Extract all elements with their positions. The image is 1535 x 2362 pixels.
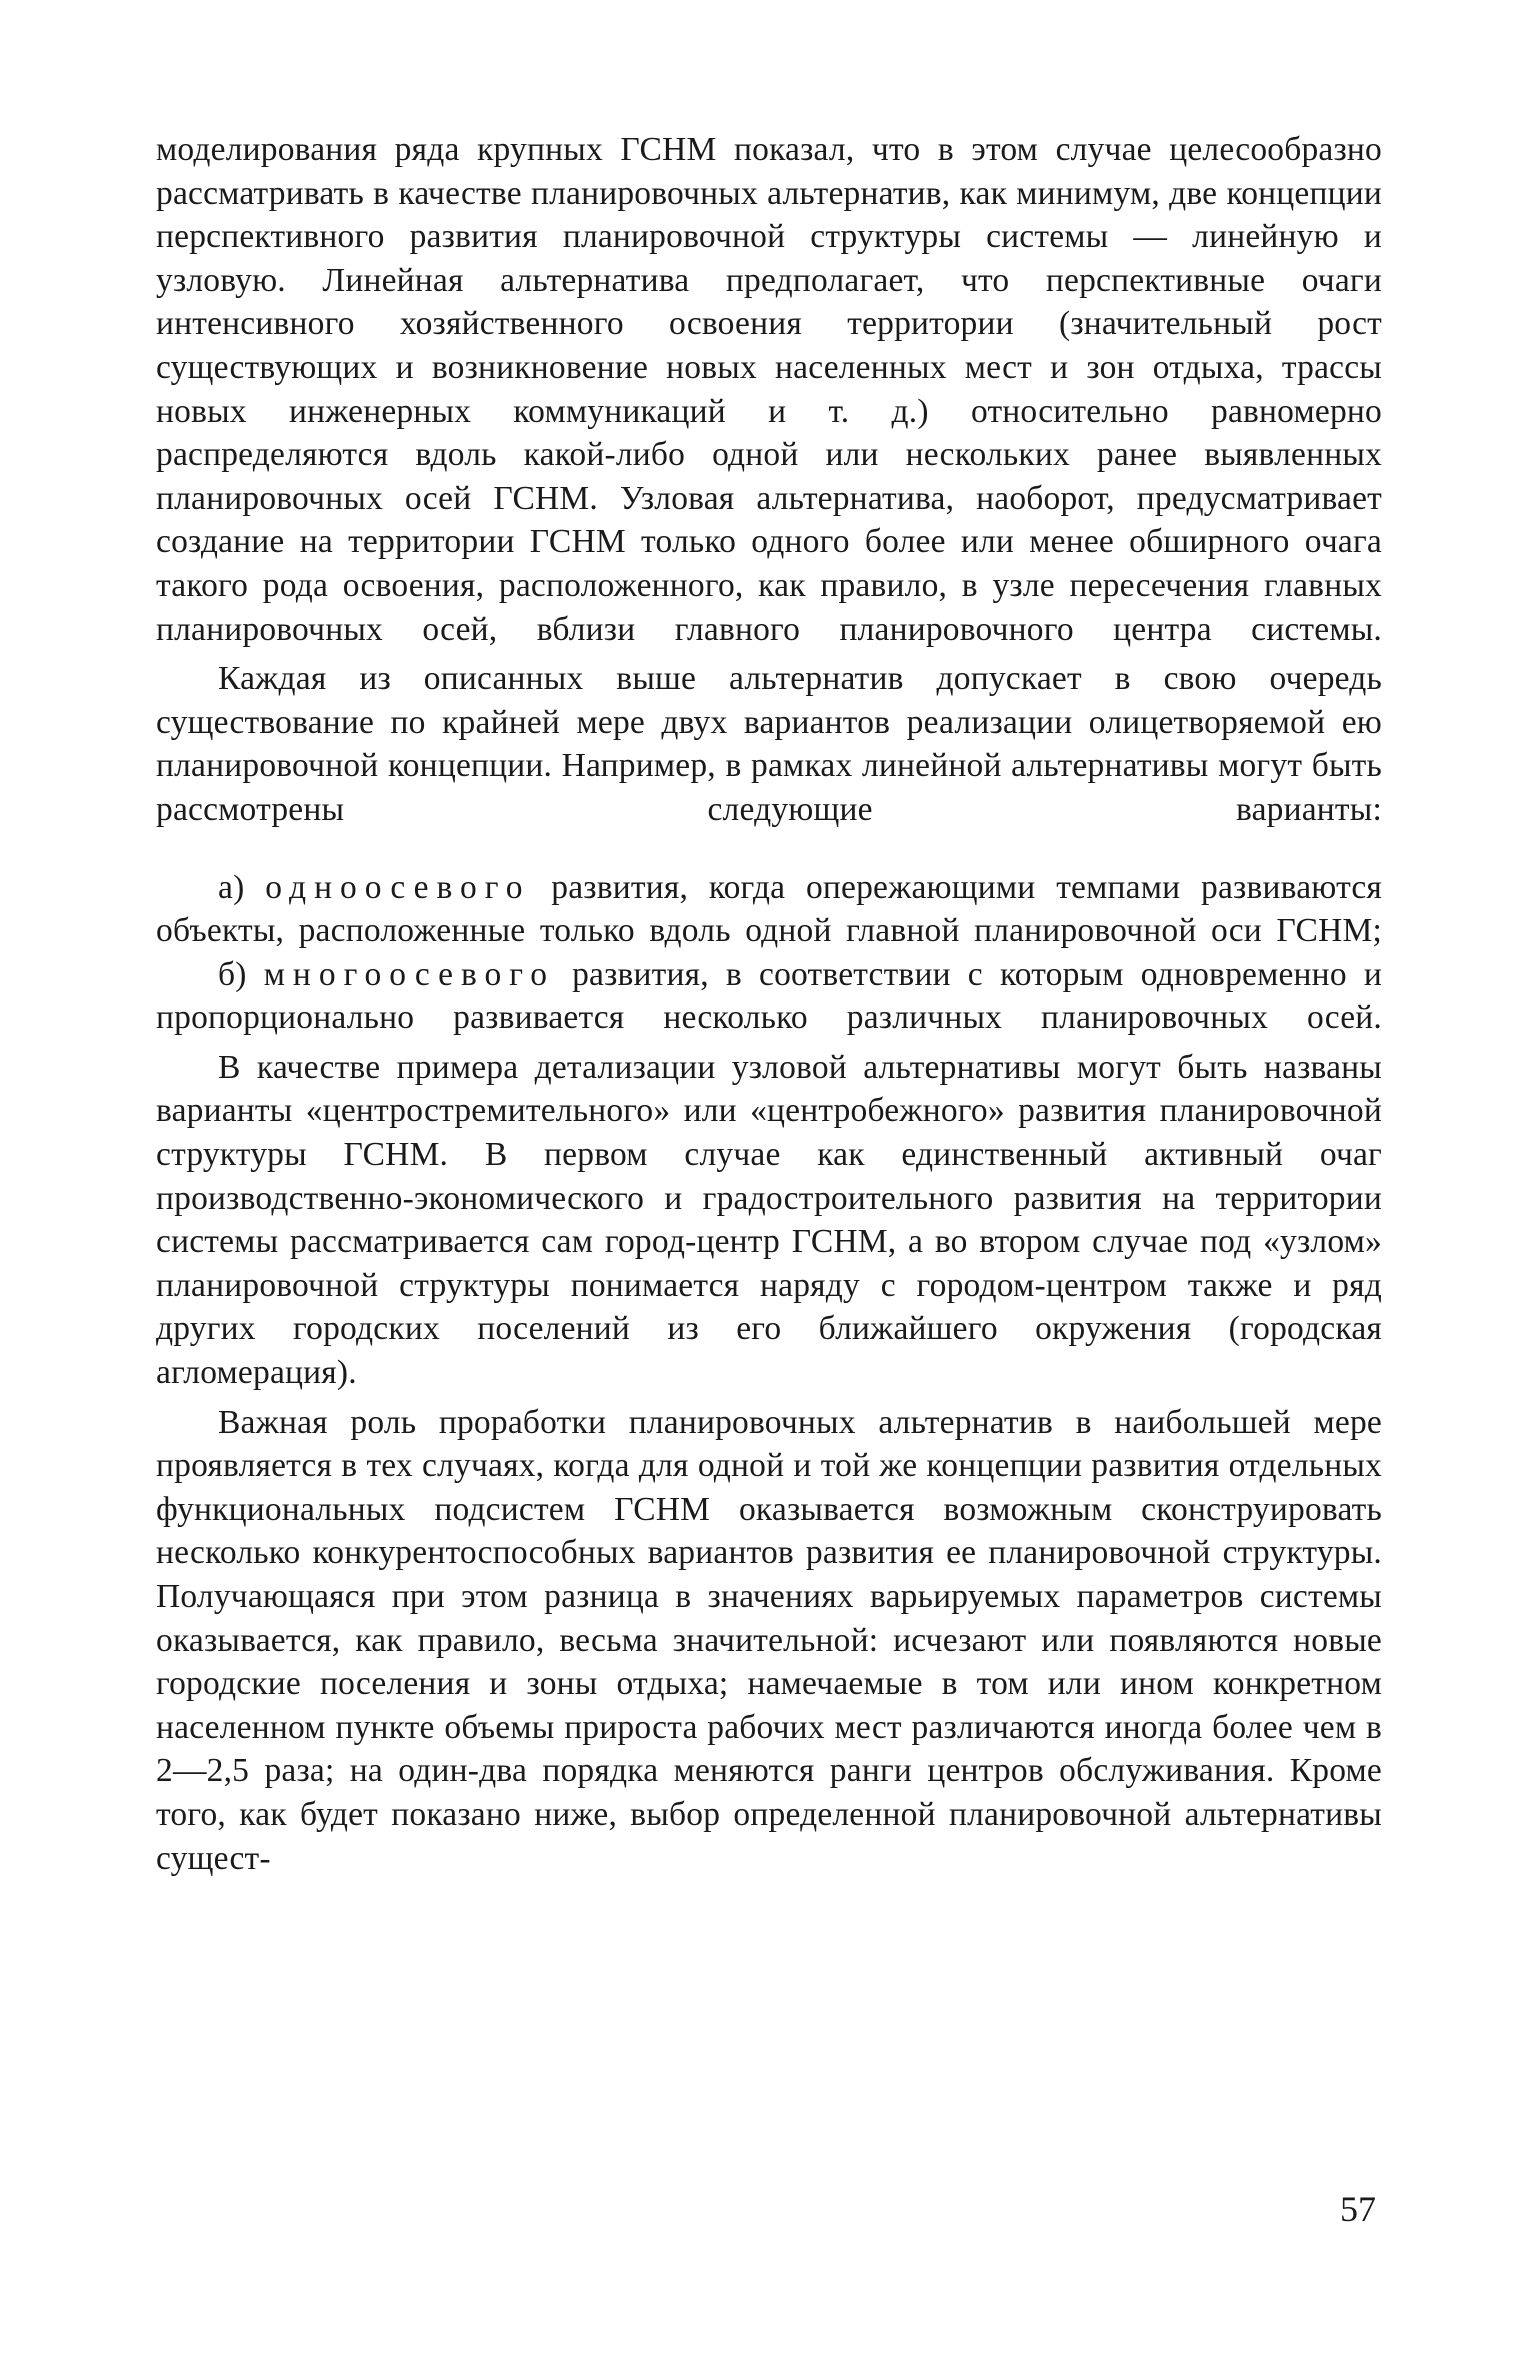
list-item-a-term: одноосевого [265, 868, 531, 906]
list-item-b-text: развития, в соответствии с которым одновременно и пропорционально развивается несколько различных планировочных осей. [156, 955, 1382, 1037]
list-item-b-term: многоосевого [263, 955, 555, 993]
list-item-b [156, 953, 1382, 1040]
paragraph-5: В качестве примера детализации узловой альтернативы могут быть названы варианты «центростремительного» или «центробежного» развития планировочной структуры ГСНМ. В первом случае как единственный активный очаг производственно-экономического и градостроительного развития на территории системы рассматривается сам город-центр ГСНМ, а во втором случае под «узлом» планировочной структуры понимается наряду с городом-центром также и ряд других городских поселений из его ближайшего окружения (городская агломерация). [156, 1048, 1382, 1392]
paragraph-6: Важная роль проработки планировочных альтернатив в наибольшей мере проявляется в тех случаях, когда для одной и той же концепции развития отдельных функциональных подсистем ГСНМ оказывается возможным сконструировать несколько конкурентоспособных вариантов развития ее планировочной структуры. Получающаяся при этом разница в значениях варьируемых параметров системы оказывается, как правило, весьма значительной: исчезают или появляются новые городские поселения и зоны отдыха; намечаемые в том или ином конкретном населенном пункте объемы прироста рабочих мест различаются иногда более чем в 2—2,5 раза; на один-два порядка меняются ранги центров обслуживания. Кроме того, как будет показано ниже, выбор определенной планировочной альтернативы сущест- [156, 1403, 1382, 1877]
paragraph-2: Каждая из описанных выше альтернатив допускает в свою очередь существование по крайней мере двух вариантов реализации олицетворяемой ею планировочной концепции. Например, в рамках линейной альтернативы могут быть рассмотрены следующие варианты: [156, 660, 1382, 828]
spacer [156, 832, 1382, 866]
list-item-b-prefix: б) [218, 955, 264, 993]
page-body [156, 128, 1382, 1880]
page-number: 57 [1340, 2189, 1376, 2229]
list-item-a-text: развития, когда опережающими темпами развиваются объекты, расположенные только вдоль одной главной планировочной оси ГСНМ; [156, 868, 1382, 950]
paragraph-1: моделирования ряда крупных ГСНМ показал, что в этом случае целесообразно рассматривать в качестве планировочных альтернатив, как минимум, две концепции перспективного развития планировочной структуры системы — линейную и узловую. Линейная альтернатива предполагает, что перспективные очаги интенсивного хозяйственного освоения территории (значительный рост существующих и возникновение новых населенных мест и зон отдыха, трассы новых инженерных коммуникаций и т. д.) относительно равномерно распределяются вдоль какой-либо одной или нескольких ранее выявленных планировочных осей ГСНМ. Узловая альтернатива, наоборот, предусматривает создание на территории ГСНМ только одного более или менее обширного очага такого рода освоения, расположенного, как правило, в узле пересечения главных планировочных осей, вблизи главного планировочного центра системы. [156, 131, 1382, 648]
list-item-a [156, 866, 1382, 953]
list-item-a-prefix: а) [218, 868, 266, 906]
